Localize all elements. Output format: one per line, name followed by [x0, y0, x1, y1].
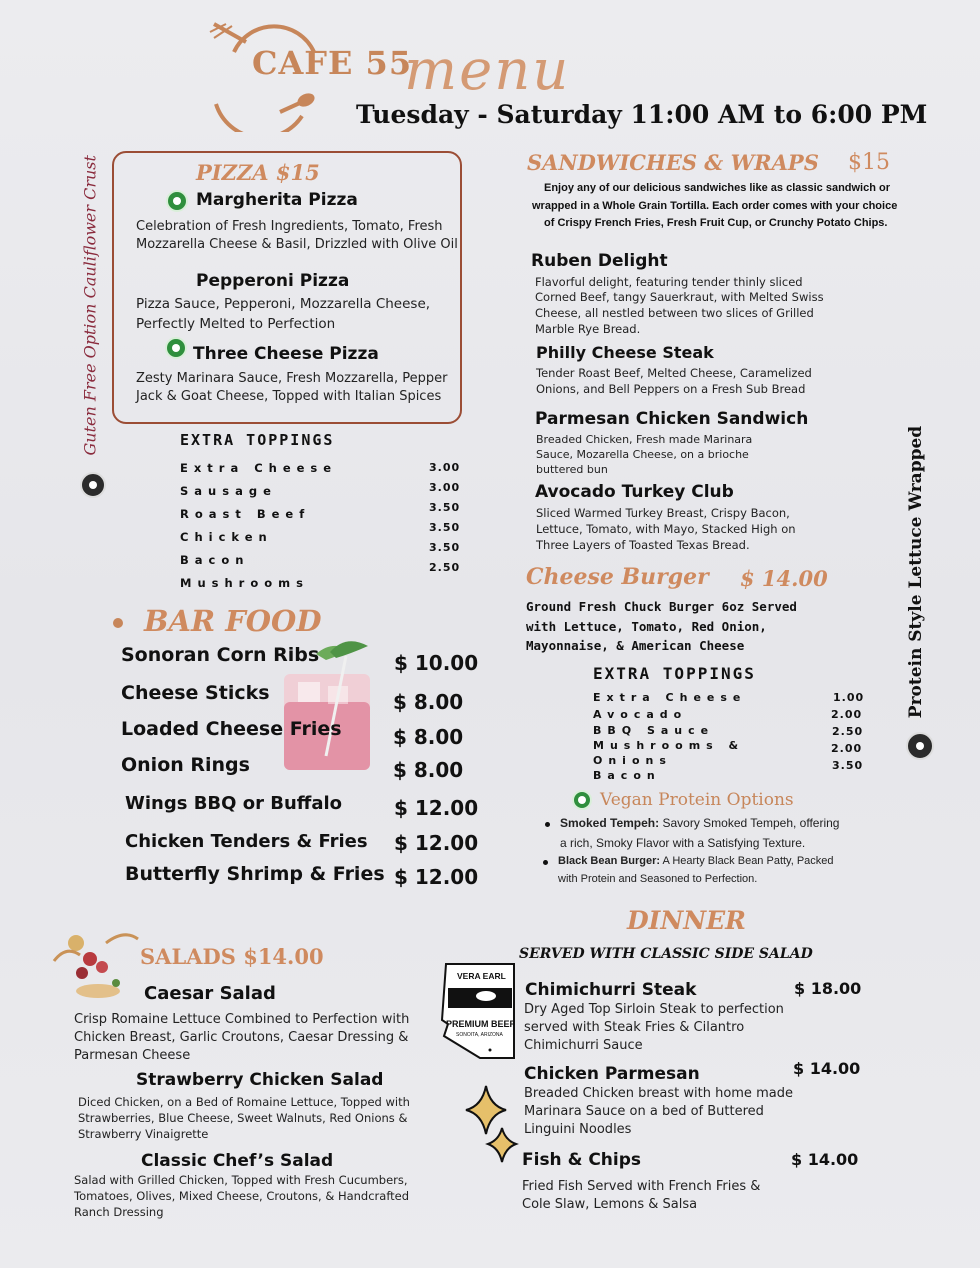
sandwich-item-desc: Flavorful delight, featuring tender thinly sliced — [535, 275, 803, 289]
vegan-item — [558, 855, 834, 867]
vegetarian-icon — [165, 337, 187, 359]
bar-item-price: $ 8.00 — [393, 725, 464, 749]
menu-script-title: menu — [404, 38, 571, 103]
gluten-free-icon — [906, 732, 934, 760]
dinner-subtitle: SERVED WITH CLASSIC SIDE SALAD — [519, 946, 813, 962]
topping-price: 3.50 — [429, 501, 461, 514]
pizza-item-name: Margherita Pizza — [196, 190, 358, 210]
topping-price: 2.00 — [831, 708, 863, 721]
dinner-item-desc: served with Steak Fries & Cilantro — [524, 1020, 745, 1035]
pizza-item-name: Three Cheese Pizza — [193, 344, 379, 364]
side-label-left: Guten Free Option Cauliflower Crust — [80, 155, 100, 456]
sandwich-item-name: Ruben Delight — [531, 251, 668, 271]
topping-name: Onions — [593, 754, 672, 767]
salad-item-name: Strawberry Chicken Salad — [136, 1070, 384, 1090]
vegan-item-name: Smoked Tempeh: — [560, 816, 660, 830]
vegan-title: Vegan Protein Options — [600, 790, 794, 810]
sandwich-item-desc: Onions, and Bell Peppers on a Fresh Sub Bread — [536, 382, 806, 396]
bar-item-price: $ 8.00 — [393, 690, 464, 714]
salad-item-desc: Tomatoes, Olives, Mixed Cheese, Croutons, & Handcrafted — [74, 1189, 410, 1203]
topping-price: 2.50 — [429, 561, 461, 574]
vegan-item — [560, 816, 839, 830]
topping-name: Extra Cheese — [180, 461, 338, 475]
sandwich-item-desc: Lettuce, Tomato, with Mayo, Stacked High on — [536, 522, 796, 536]
dinner-item-name: Chicken Parmesan — [524, 1064, 700, 1084]
burger-desc: with Lettuce, Tomato, Red Onion, — [526, 619, 767, 634]
bullet-dot — [113, 618, 123, 628]
salad-item-desc: Ranch Dressing — [74, 1205, 164, 1219]
topping-name: Bacon — [593, 769, 661, 782]
salad-item-desc: Chicken Breast, Garlic Croutons, Caesar Dressing & — [74, 1030, 409, 1045]
topping-name: BBQ Sauce — [593, 724, 715, 737]
burger-desc: Mayonnaise, & American Cheese — [526, 638, 745, 653]
hours-text: Tuesday - Saturday 11:00 AM to 6:00 PM — [356, 100, 928, 129]
salad-item-desc: Strawberry Vinaigrette — [78, 1127, 209, 1141]
dinner-item-price: $ 14.00 — [793, 1059, 861, 1078]
bar-item-name: Cheese Sticks — [121, 682, 270, 704]
pizza-item-desc: Pizza Sauce, Pepperoni, Mozzarella Cheese, — [136, 296, 431, 312]
badge-line2: PREMIUM BEEF — [446, 1019, 516, 1029]
bullet-dot — [545, 822, 550, 827]
pizza-item-desc: Mozzarella Cheese & Basil, Drizzled with Olive Oil — [136, 237, 458, 252]
topping-price: 1.00 — [833, 691, 865, 704]
sandwich-item-name: Avocado Turkey Club — [535, 482, 734, 502]
topping-name: Chicken — [180, 530, 273, 544]
sandwich-item-desc: buttered bun — [536, 463, 608, 476]
pizza-item-desc: Jack & Goat Cheese, Topped with Italian Spices — [136, 389, 442, 404]
burger-price: $ 14.00 — [740, 566, 828, 591]
sandwiches-title: SANDWICHES & WRAPS — [527, 150, 819, 175]
topping-name: Bacon — [180, 553, 250, 567]
pizza-item-desc: Perfectly Melted to Perfection — [136, 316, 336, 332]
sandwich-item-desc: Breaded Chicken, Fresh made Marinara — [536, 433, 753, 446]
cafe-name: CAFE 55 — [252, 44, 413, 82]
bar-item-name: Wings BBQ or Buffalo — [125, 793, 343, 814]
salad-item-desc: Crisp Romaine Lettuce Combined to Perfection with — [74, 1012, 410, 1027]
salads-title: SALADS $14.00 — [140, 944, 324, 969]
salad-item-name: Caesar Salad — [144, 983, 276, 1004]
vegan-item-desc: Savory Smoked Tempeh, offering — [659, 816, 840, 830]
dinner-item-desc: Marinara Sauce on a bed of Buttered — [524, 1104, 764, 1119]
pizza-toppings-title: EXTRA TOPPINGS — [180, 431, 335, 449]
salad-item-desc: Strawberries, Blue Cheese, Sweet Walnuts, Red Onions & — [78, 1111, 408, 1125]
salad-item-name: Classic Chef’s Salad — [141, 1151, 334, 1171]
dinner-item-desc: Cole Slaw, Lemons & Salsa — [522, 1197, 698, 1212]
salad-item-desc: Salad with Grilled Chicken, Topped with Fresh Cucumbers, — [74, 1173, 408, 1187]
topping-name: Avocado — [593, 708, 688, 721]
topping-name: Extra Cheese — [593, 691, 747, 704]
topping-price: 3.50 — [832, 759, 864, 772]
bar-food-title: BAR FOOD — [144, 604, 322, 638]
dinner-title: DINNER — [627, 906, 746, 935]
dinner-item-desc: Breaded Chicken breast with home made — [524, 1086, 793, 1101]
vegan-item-desc: a rich, Smoky Flavor with a Satisfying Texture. — [560, 836, 806, 850]
dinner-item-price: $ 18.00 — [794, 979, 862, 998]
bar-item-name: Loaded Cheese Fries — [121, 718, 342, 740]
pizza-item-desc: Zesty Marinara Sauce, Fresh Mozzarella, Pepper — [136, 371, 448, 386]
topping-price: 3.00 — [429, 461, 461, 474]
topping-name: Roast Beef — [180, 507, 311, 521]
topping-price: 2.00 — [831, 742, 863, 755]
gluten-free-icon — [80, 472, 106, 498]
bullet-dot — [543, 860, 548, 865]
sandwich-item-desc: Tender Roast Beef, Melted Cheese, Caramelized — [536, 366, 812, 380]
dinner-item-name: Chimichurri Steak — [525, 980, 697, 1000]
salad-item-desc: Diced Chicken, on a Bed of Romaine Lettuce, Topped with — [78, 1095, 410, 1109]
badge-line3: SONOITA, ARIZONA — [456, 1032, 503, 1038]
vegan-item-name: Black Bean Burger: — [558, 855, 661, 867]
bar-item-price: $ 8.00 — [393, 758, 464, 782]
burger-desc: Ground Fresh Chuck Burger 6oz Served — [526, 599, 797, 614]
salad-illustration — [46, 925, 146, 1005]
dinner-item-desc: Chimichurri Sauce — [524, 1038, 643, 1053]
bar-item-name: Onion Rings — [121, 754, 250, 776]
bar-item-price: $ 12.00 — [394, 831, 479, 855]
sandwich-item-desc: Corned Beef, tangy Sauerkraut, with Melted Swiss — [535, 290, 824, 304]
topping-price: 3.00 — [429, 481, 461, 494]
pizza-item-name: Pepperoni Pizza — [196, 271, 350, 291]
burger-title: Cheese Burger — [526, 564, 709, 590]
topping-price: 3.50 — [429, 521, 461, 534]
dinner-item-desc: Fried Fish Served with French Fries & — [522, 1179, 761, 1194]
vegetarian-icon — [166, 190, 188, 212]
sandwich-item-desc: Sauce, Mozarella Cheese, on a brioche — [536, 448, 749, 461]
bar-item-price: $ 12.00 — [394, 865, 479, 889]
bar-item-price: $ 12.00 — [394, 796, 479, 820]
topping-name: Mushrooms — [180, 576, 309, 590]
topping-price: 3.50 — [429, 541, 461, 554]
bar-item-name: Chicken Tenders & Fries — [125, 831, 368, 852]
bar-item-price: $ 10.00 — [394, 651, 479, 675]
burger-toppings-title: EXTRA TOPPINGS — [593, 664, 756, 683]
topping-name: Mushrooms & — [593, 739, 745, 752]
dinner-item-name: Fish & Chips — [522, 1150, 642, 1170]
bar-item-name: Butterfly Shrimp & Fries — [125, 863, 385, 885]
topping-price: 2.50 — [832, 725, 864, 738]
pizza-title: PIZZA $15 — [196, 160, 320, 185]
sandwich-item-name: Philly Cheese Steak — [536, 343, 714, 362]
sandwich-item-desc: Marble Rye Bread. — [535, 322, 641, 336]
bar-item-name: Sonoran Corn Ribs — [121, 644, 320, 666]
vegan-item-desc: with Protein and Seasoned to Perfection. — [558, 873, 758, 885]
pizza-item-desc: Celebration of Fresh Ingredients, Tomato, Fresh — [136, 219, 443, 234]
sandwiches-intro: of Crispy French Fries, Fresh Fruit Cup, or Crunchy Potato Chips. — [544, 217, 888, 229]
vegan-icon — [572, 790, 592, 810]
sandwiches-intro: wrapped in a Whole Grain Tortilla. Each order comes with your choice — [532, 200, 898, 212]
sandwich-item-name: Parmesan Chicken Sandwich — [535, 409, 809, 429]
vegan-item-desc: A Hearty Black Bean Patty, Packed — [660, 855, 834, 867]
sandwich-item-desc: Sliced Warmed Turkey Breast, Crispy Bacon, — [536, 506, 790, 520]
dinner-item-desc: Linguini Noodles — [524, 1122, 632, 1137]
salad-item-desc: Parmesan Cheese — [74, 1048, 191, 1063]
dinner-item-price: $ 14.00 — [791, 1150, 859, 1169]
topping-name: Sausage — [180, 484, 277, 498]
dinner-item-desc: Dry Aged Top Sirloin Steak to perfection — [524, 1002, 784, 1017]
badge-line1: VERA EARL — [457, 971, 506, 981]
sandwich-item-desc: Cheese, all nestled between two slices of Grilled — [535, 306, 814, 320]
sandwiches-price: $15 — [848, 150, 890, 175]
sandwich-item-desc: Three Layers of Toasted Texas Bread. — [536, 538, 750, 552]
side-label-right: Protein Style Lettuce Wrapped — [906, 425, 926, 719]
sparkle-icon — [462, 1084, 522, 1166]
sandwiches-intro: Enjoy any of our delicious sandwiches like as classic sandwich or — [544, 182, 891, 194]
